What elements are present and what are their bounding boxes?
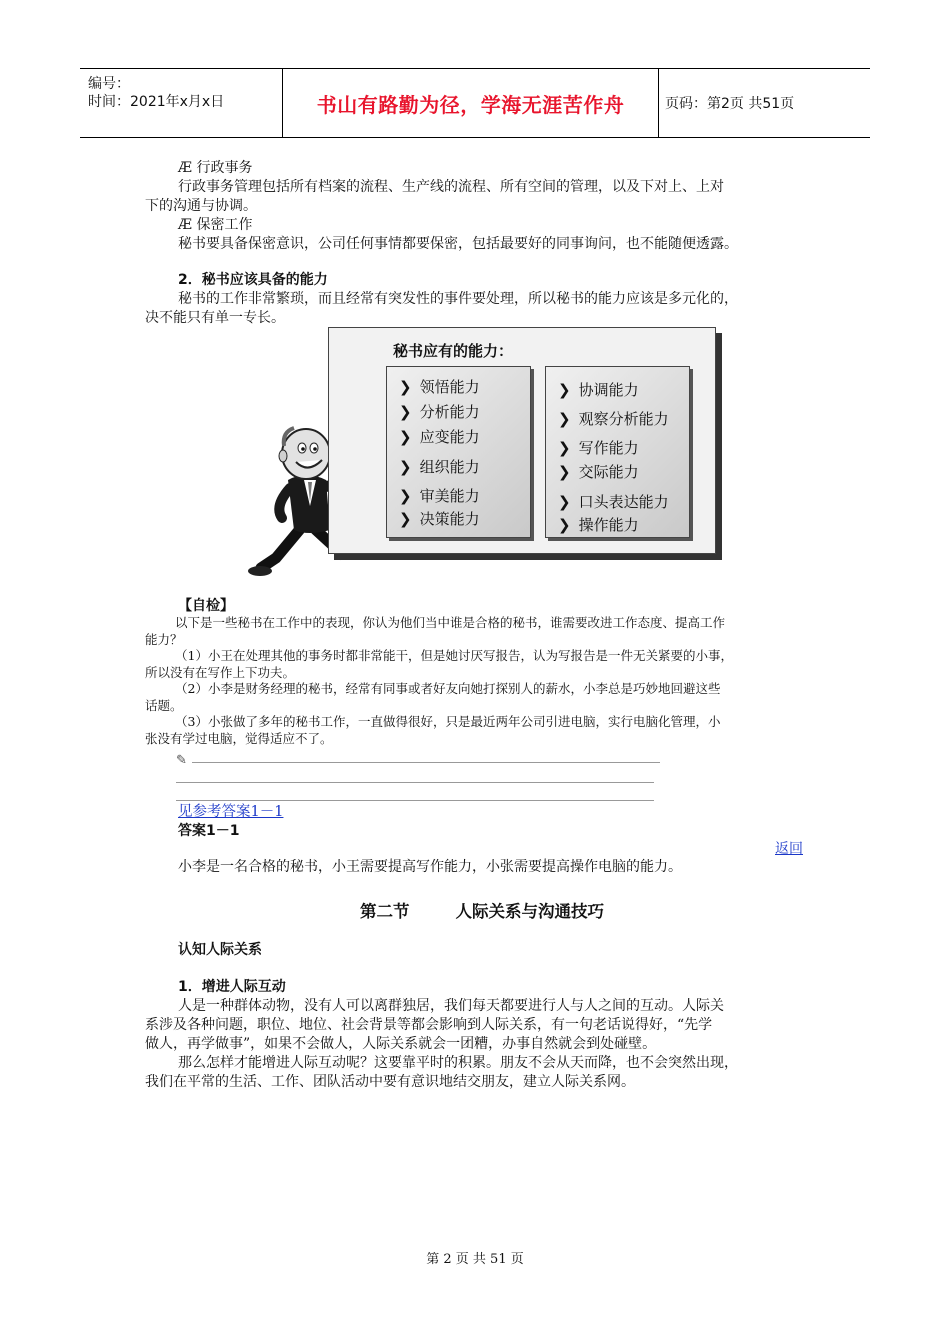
arrow-icon: ❯ (558, 493, 571, 511)
ability-item: ❯ 交际能力 (558, 463, 639, 481)
paragraph-line: 我们在平常的生活、工作、团队活动中要有意识地结交朋友，建立人际关系网。 (145, 1074, 635, 1090)
selfcheck-case: 张没有学过电脑，觉得适应不了。 (145, 731, 333, 746)
number-label: 编号： (88, 76, 130, 92)
secret-line: 秘书要具备保密意识，公司任何事情都要保密，包括最要好的同事询问，也不能随便透露。 (178, 236, 738, 252)
answer-reference-link[interactable]: 见参考答案1－1 (178, 804, 284, 820)
arrow-icon: ❯ (558, 439, 571, 457)
ability-item: ❯ 组织能力 (399, 458, 480, 476)
answer-line (176, 782, 654, 783)
ability-item: ❯ 协调能力 (558, 381, 639, 399)
ability-item: ❯ 领悟能力 (399, 378, 480, 396)
page-header (80, 68, 870, 138)
ability-item: ❯ 写作能力 (558, 439, 639, 457)
subsection-heading: 1．增进人际互动 (178, 979, 286, 995)
arrow-icon: ❯ (558, 516, 571, 534)
arrow-icon: ❯ (399, 487, 412, 505)
secret-title: Æ 保密工作 (178, 217, 253, 233)
right-ability-box (545, 366, 690, 538)
date-label: 时间：2021年x月x日 (88, 94, 225, 110)
admin-title: Æ 行政事务 (178, 160, 253, 176)
selfcheck-case: （3）小张做了多年的秘书工作，一直做得很好，只是最近两年公司引进电脑，实行电脑化管理，小 (175, 714, 721, 729)
answer-title: 答案1－1 (178, 823, 240, 839)
arrow-icon: ❯ (558, 463, 571, 481)
arrow-icon: ❯ (558, 381, 571, 399)
ability-heading: 2．秘书应该具备的能力 (178, 272, 328, 288)
arrow-icon: ❯ (399, 428, 412, 446)
page-footer: 第 2 页 共 51 页 (426, 1252, 524, 1267)
motto-text: 书山有路勤为径，学海无涯苦作舟 (316, 92, 625, 117)
selfcheck-case: （2）小李是财务经理的秘书，经常有同事或者好友向她打探别人的薪水，小李总是巧妙地回避这些 (175, 681, 721, 696)
arrow-icon: ❯ (399, 510, 412, 528)
header-page-info: 页码：第2页 共51页 (665, 96, 795, 112)
answer-line (192, 762, 660, 763)
paragraph-line: 做人，再学做事”，如果不会做人，人际关系就会一团糟，办事自然就会到处碰壁。 (145, 1036, 657, 1052)
admin-line: 下的沟通与协调。 (145, 198, 257, 214)
header-meta (80, 69, 283, 137)
paragraph-line: 系涉及各种问题，职位、地位、社会背景等都会影响到人际关系，有一句老话说得好，“先学 (145, 1017, 713, 1033)
admin-line: 行政事务管理包括所有档案的流程、生产线的流程、所有空间的管理，以及下对上、上对 (178, 179, 724, 195)
selfcheck-case: 所以没有在写作上下功夫。 (145, 665, 296, 680)
selfcheck-title: 【自检】 (178, 598, 234, 614)
header-motto (283, 69, 659, 137)
answer-line (176, 800, 654, 801)
section-subtitle: 认知人际关系 (178, 942, 262, 958)
paragraph-line: 人是一种群体动物，没有人可以离群独居，我们每天都要进行人与人之间的互动。人际关 (178, 998, 724, 1014)
ability-item: ❯ 观察分析能力 (558, 410, 669, 428)
ability-item: ❯ 决策能力 (399, 510, 480, 528)
section-title: 第二节 人际关系与沟通技巧 (360, 902, 604, 921)
ability-line: 决不能只有单一专长。 (145, 310, 285, 326)
answer-text: 小李是一名合格的秘书，小王需要提高写作能力，小张需要提高操作电脑的能力。 (178, 859, 682, 875)
ability-item: ❯ 操作能力 (558, 516, 639, 534)
arrow-icon: ❯ (399, 378, 412, 396)
ability-item: ❯ 口头表达能力 (558, 493, 669, 511)
ability-item: ❯ 审美能力 (399, 487, 480, 505)
selfcheck-intro: 能力？ (145, 632, 183, 647)
arrow-icon: ❯ (558, 410, 571, 428)
back-link[interactable]: 返回 (775, 841, 803, 857)
selfcheck-intro: 以下是一些秘书在工作中的表现，你认为他们当中谁是合格的秘书，谁需要改进工作态度、提高工作 (175, 615, 726, 630)
pen-icon: ✎ (176, 753, 187, 768)
ability-line: 秘书的工作非常繁琐，而且经常有突发性的事件要处理，所以秘书的能力应该是多元化的， (178, 291, 738, 307)
ability-figure-panel (328, 327, 716, 554)
left-ability-box (386, 366, 531, 538)
ability-item: ❯ 应变能力 (399, 428, 480, 446)
selfcheck-case: 话题。 (145, 698, 183, 713)
figure-heading: 秘书应有的能力： (393, 342, 514, 360)
ability-item: ❯ 分析能力 (399, 403, 480, 421)
paragraph-line: 那么怎样才能增进人际互动呢？这要靠平时的积累。朋友不会从天而降，也不会突然出现， (178, 1055, 738, 1071)
arrow-icon: ❯ (399, 403, 412, 421)
arrow-icon: ❯ (399, 458, 412, 476)
selfcheck-case: （1）小王在处理其他的事务时都非常能干，但是她讨厌写报告，认为写报告是一件无关紧要的小事， (175, 648, 733, 663)
